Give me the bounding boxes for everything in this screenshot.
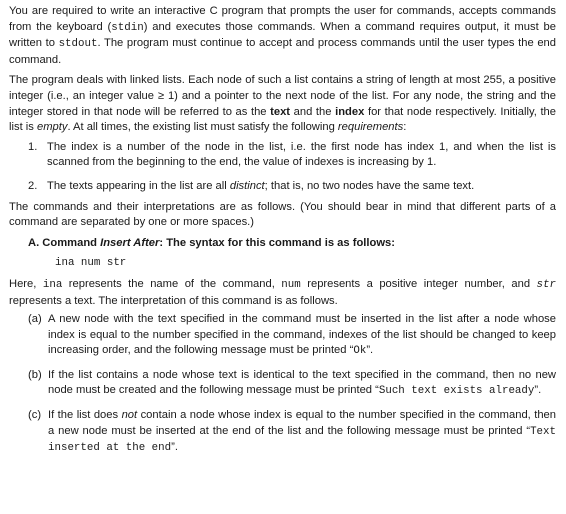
requirement-item [28, 179, 556, 195]
message-code: Ok [353, 345, 367, 358]
requirement-text: The index is a number of the node in the list, i.e. the first node has index 1, and when the list is scanned from the beginning to the end, the value of indexes is increasing by 1. [47, 140, 556, 169]
term-empty: empty [36, 121, 68, 134]
commands-intro: The commands and their interpretations are as follows. (You should bear in mind that different parts of a command are separated by one or more spaces.) [9, 200, 556, 229]
command-a-cases [9, 312, 556, 457]
command-a-explanation: Here, ina represents the name of the command, num represents a positive integer number, and str represents a text. The interpretation of this command is as follows. [9, 277, 556, 307]
message-code: Text inserted at the end [48, 425, 556, 455]
stdin-code: stdin [111, 21, 144, 34]
command-a-heading: A. Command Insert After: The syntax for this command is as follows: [28, 236, 395, 249]
requirement-text: The texts appearing in the list are all distinct; that is, no two nodes have the same text. [47, 179, 475, 192]
case-marker: (c) [28, 409, 42, 422]
intro-paragraph: You are required to write an interactive C program that prompts the user for commands, accepts commands from the keyboard (stdin) and executes those commands. When a command requires output, it must be written to stdout. The program must continue to accept and process commands until the user types the end command. [9, 5, 556, 66]
case-item [28, 368, 556, 400]
command-a-syntax: ina num str [55, 257, 127, 270]
stdout-code: stdout [58, 38, 98, 51]
case-marker: (a) [28, 313, 42, 326]
case-text: If the list contains a node whose text is identical to the text specified in the command, then no new node must be created and the following message must be printed “Such text exists already”. [48, 368, 556, 398]
command-name: Insert After [100, 236, 160, 249]
linked-list-paragraph: The program deals with linked lists. Each node of such a list contains a string of length at most 255, a positive integer (i.e., an integer value ≥ 1) and a pointer to the next node of the list. For any node, the string and the integer stored in that node will be referred to as the text and the index for that node respectively. Initially, the list is empty. At all times, the existing list must satisfy the following requirements: [9, 74, 556, 134]
case-item [28, 408, 556, 457]
term-requirements: requirements [337, 121, 404, 134]
message-code: Such text exists already [378, 385, 535, 398]
case-item [28, 312, 556, 360]
case-text: A new node with the text specified in the command must be inserted in the list after a node whose index is equal to the number specified in the command, indexes of the list should be changed to keep increasing order, and the following message must be printed “Ok”. [48, 313, 556, 358]
list-marker: 1. [28, 140, 38, 153]
term-text: text [270, 105, 291, 118]
term-index: index [335, 105, 365, 118]
list-marker: 2. [28, 179, 38, 192]
requirements-list [9, 140, 556, 195]
case-text: If the list does not contain a node whose index is equal to the number specified in the command, then a new node must be inserted at the end of the list and the following message must be printed “Text inserted at the end”. [48, 409, 557, 455]
requirement-item [28, 140, 556, 171]
case-marker: (b) [28, 368, 42, 381]
